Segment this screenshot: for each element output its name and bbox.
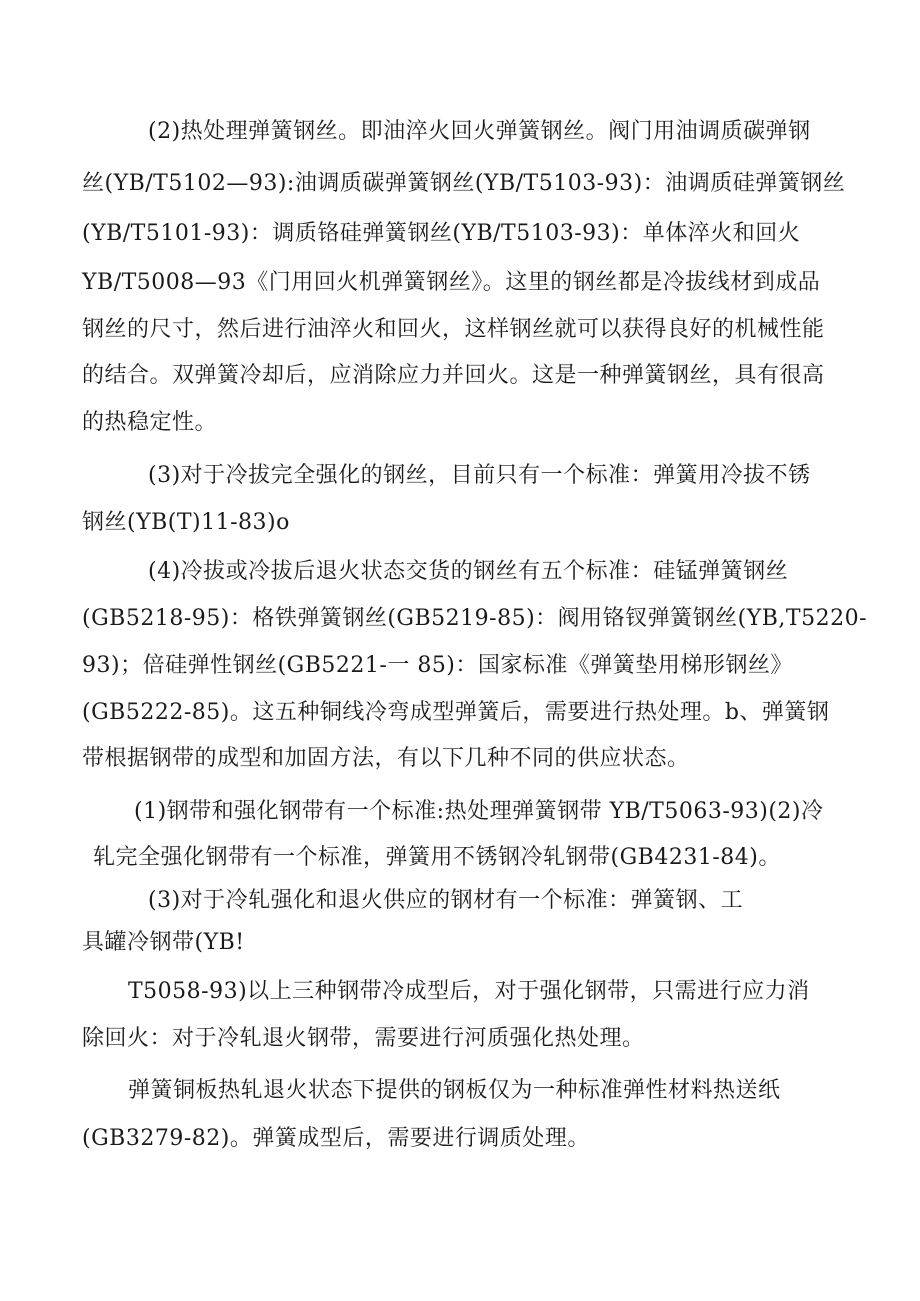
para-3-line-2: 钢丝(YB(T)11-83)o	[82, 510, 290, 535]
para-5-line-2: 轧完全强化钢带有一个标准，弹簧用不锈钢冷轧钢带(GB4231-84)。	[93, 845, 781, 870]
para-2-line-4: YB/T5008—93《门用回火机弹簧钢丝》。这里的钢丝都是冷拔线材到成品	[82, 270, 821, 295]
para-5-line-1: (1)钢带和强化钢带有一个标准:热处理弹簧钢带 YB/T5063-93)(2)冷	[134, 799, 824, 824]
para-8-line-1: 弹簧铜板热轧退火状态下提供的钢板仅为一种标准弹性材料热送纸	[128, 1078, 781, 1103]
para-4-line-3: 93)；倍硅弹性钢丝(GB5221-一 85)：国家标准《弹簧垫用梯形钢丝》	[82, 653, 793, 678]
para-2-line-1: (2)热处理弹簧钢丝。即油淬火回火弹簧钢丝。阀门用油调质碳弹钢	[148, 119, 811, 144]
para-2-line-5: 钢丝的尺寸，然后进行油淬火和回火，这样钢丝就可以获得良好的机械性能	[82, 317, 825, 342]
para-7-line-1: T5058-93)以上三种钢带冷成型后，对于强化钢带，只需进行应力消	[128, 979, 810, 1004]
para-4-line-2: (GB5218-95)：格铁弹簧钢丝(GB5219-85)：阀用铬钗弹簧钢丝(YB,T5220-	[82, 606, 868, 631]
para-3-line-1: (3)对于冷拔完全强化的钢丝，目前只有一个标准：弹簧用冷拔不锈	[148, 463, 811, 488]
para-4-line-4: (GB5222-85)。这五种铜线冷弯成型弹簧后，需要进行热处理。b、弹簧钢	[82, 700, 830, 725]
para-4-line-5: 带根据钢带的成型和加固方法，有以下几种不同的供应状态。	[82, 746, 690, 771]
para-2-line-7: 的热稳定性。	[82, 410, 218, 435]
para-2-line-3: (YB/T5101-93)：调质铬硅弹簧钢丝(YB/T5103-93)：单体淬火和回火	[82, 221, 801, 246]
para-4-line-1: (4)冷拔或冷拔后退火状态交货的钢丝有五个标准：硅锰弹簧钢丝	[148, 559, 789, 584]
para-8-line-2: (GB3279-82)。弹簧成型后，需要进行调质处理。	[82, 1126, 590, 1151]
para-6-line-1: (3)对于冷轧强化和退火供应的钢材有一个标准：弹簧钢、工	[148, 888, 744, 913]
para-7-line-2: 除回火：对于冷轧退火钢带，需要进行河质强化热处理。	[82, 1026, 645, 1051]
para-2-line-2: 丝(YB/T5102—93):油调质碳弹簧钢丝(YB/T5103-93)：油调质硅弹簧钢丝	[82, 171, 846, 196]
para-2-line-6: 的结合。双弹簧冷却后，应消除应力并回火。这是一种弹簧钢丝，具有很高	[82, 363, 825, 388]
para-6-line-2: 具罐冷钢带(YB!	[82, 930, 245, 955]
